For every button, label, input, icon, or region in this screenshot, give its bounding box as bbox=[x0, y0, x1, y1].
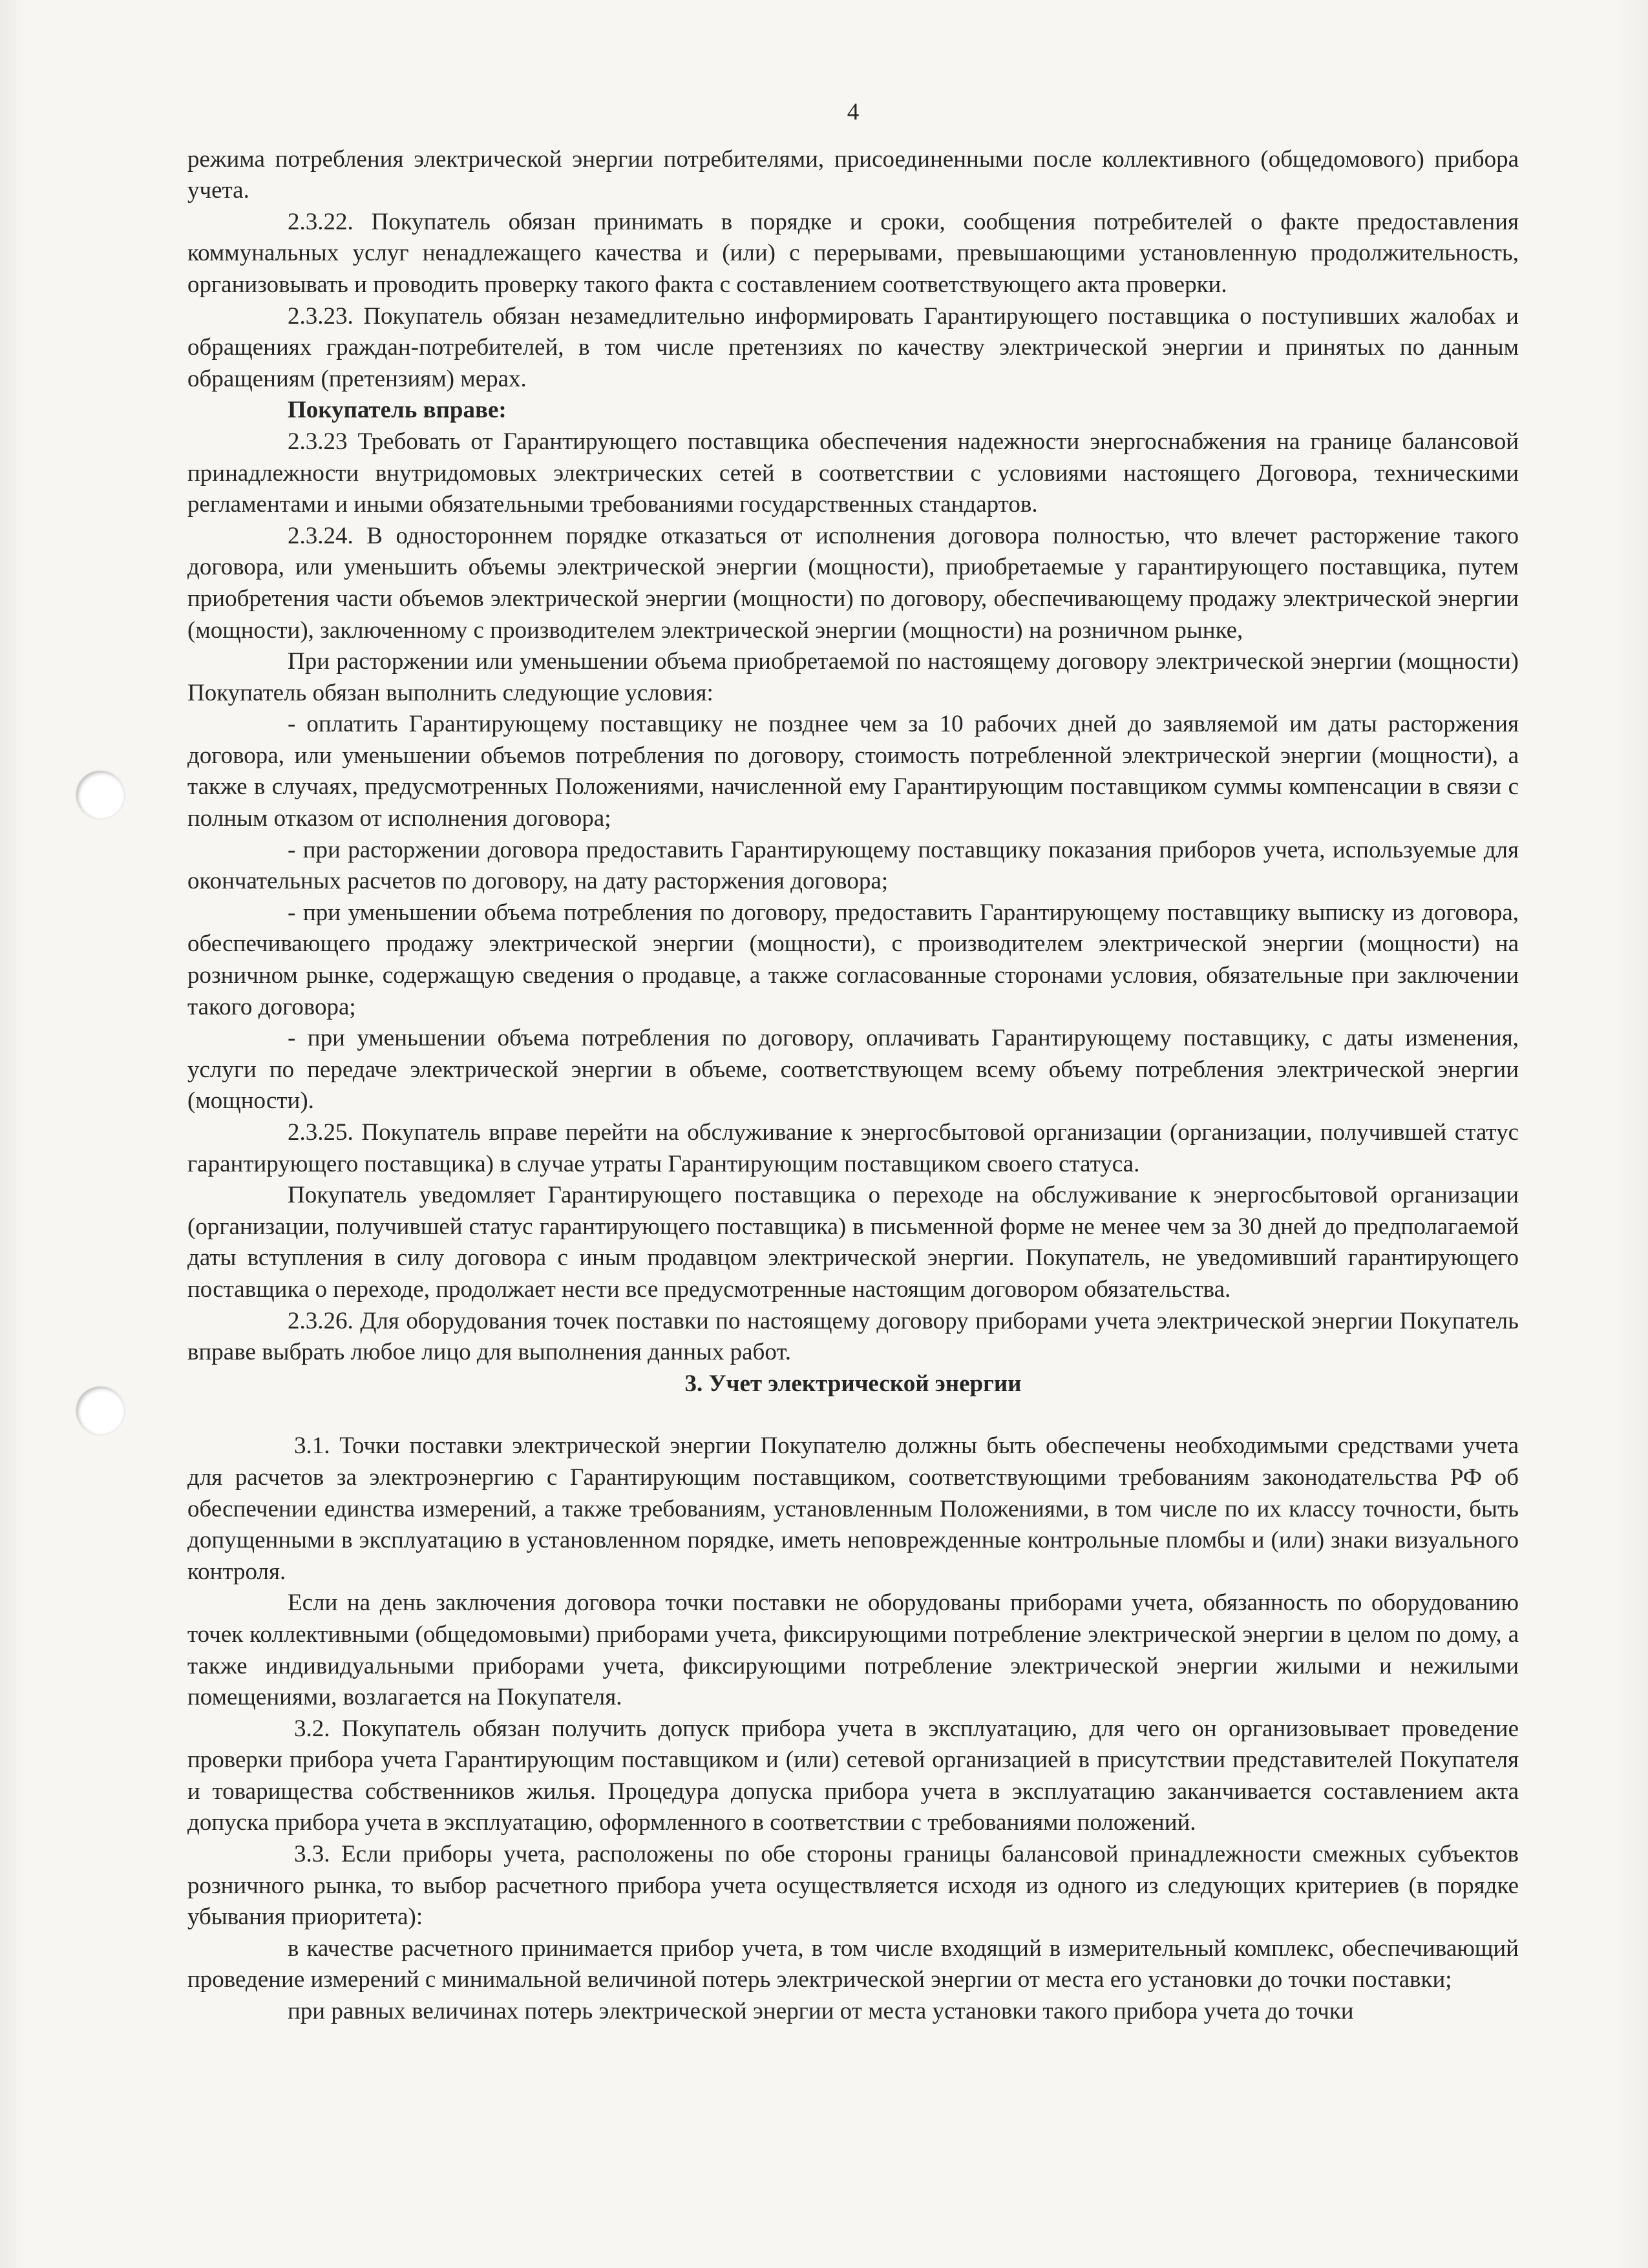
list-item: - при расторжении договора предоставить Гарантирующему поставщику показания приборов учета, используемые для окончательных расчетов по договору, на дату расторжения договора; bbox=[187, 836, 1519, 895]
section-label: Покупатель вправе: bbox=[288, 397, 507, 424]
paragraph: 3.1. Точки поставки электрической энергии Покупателю должны быть обеспечены необходимыми средствами учета для расчетов за электроэнергию с Гарантирующим поставщиком, соответствующими требованиям законодательства РФ об обеспечении единства измерений, а также требованиям, установленным Положениями, в том числе по их классу точности, быть допущенными в эксплуатацию в установленном порядке, иметь неповрежденные контрольные пломбы и (или) знаки визуального контроля. bbox=[187, 1433, 1519, 1585]
paragraph: при равных величинах потерь электрической энергии от места установки такого прибора учета до точки bbox=[288, 1998, 1354, 2025]
paragraph: При расторжении или уменьшении объема приобретаемой по настоящему договору электрической энергии (мощности) Покупатель обязан выполнить следующие условия: bbox=[187, 648, 1519, 706]
paragraph: 3.3. Если приборы учета, расположены по обе стороны границы балансовой принадлежности смежных субъектов розничного рынка, то выбор расчетного прибора учета осуществляется исходя из одного из следующих критериев (в порядке убывания приоритета): bbox=[187, 1841, 1519, 1931]
punch-hole-lower bbox=[76, 1387, 124, 1434]
paragraph: 3.2. Покупатель обязан получить допуск прибора учета в эксплуатацию, для чего он организовывает проведение проверки прибора учета Гарантирующим поставщиком и (или) сетевой организацией в присутствии представителей Покупателя и товарищества собственников жилья. Процедура допуска прибора учета в эксплуатацию заканчивается составлением акта допуска прибора учета в эксплуатацию, оформленного в соответствии с требованиями положений. bbox=[187, 1715, 1519, 1836]
spacer bbox=[187, 1400, 1519, 1431]
paragraph: режима потребления электрической энергии потребителями, присоединенными после коллективного (общедомового) прибора учета. bbox=[187, 145, 1519, 204]
punch-hole-upper bbox=[76, 771, 124, 819]
paragraph: 2.3.23. Покупатель обязан незамедлительно информировать Гарантирующего поставщика о поступивших жалобах и обращениях граждан-потребителей, в том числе претензиях по качеству электрической энергии и принятых по данным обращениям (претензиям) мерах. bbox=[187, 302, 1519, 392]
paragraph: в качестве расчетного принимается прибор учета, в том числе входящий в измерительный комплекс, обеспечивающий проведение измерений с минимальной величиной потерь электрической энергии от места его установки до точки поставки; bbox=[187, 1935, 1519, 1993]
section-heading: 3. Учет электрической энергии bbox=[684, 1370, 1022, 1397]
paragraph: 2.3.24. В одностороннем порядке отказаться от исполнения договора полностью, что влечет расторжение такого договора, или уменьшить объемы электрической энергии (мощности), приобретаемые у гарантирующего поставщика, путем приобретения части объемов электрической энергии (мощности) по договору, обеспечивающему продажу электрической энергии (мощности), заключенному с производителем электрической энергии (мощности) на розничном рынке, bbox=[187, 522, 1519, 644]
paragraph: 2.3.26. Для оборудования точек поставки по настоящему договору приборами учета электрической энергии Покупатель вправе выбрать любое лицо для выполнения данных работ. bbox=[187, 1307, 1519, 1366]
paragraph: 2.3.22. Покупатель обязан принимать в порядке и сроки, сообщения потребителей о факте предоставления коммунальных услуг ненадлежащего качества и (или) с перерывами, превышающими установленную продолжительность, организовывать и проводить проверку такого факта с составлением соответствующего акта проверки. bbox=[187, 208, 1519, 298]
paragraph: Если на день заключения договора точки поставки не оборудованы приборами учета, обязанность по оборудованию точек коллективными (общедомовыми) приборами учета, фиксирующими потребление электрической энергии в целом по дому, а также индивидуальными приборами учета, фиксирующими потребление электрической энергии жилыми и нежилыми помещениями, возлагается на Покупателя. bbox=[187, 1590, 1519, 1711]
page-number: 4 bbox=[847, 99, 860, 125]
paragraph: 2.3.23 Требовать от Гарантирующего поставщика обеспечения надежности энергоснабжения на границе балансовой принадлежности внутридомовых электрических сетей в соответствии с условиями настоящего Договора, техническими регламентами и иными обязательными требованиями государственных стандартов. bbox=[187, 428, 1519, 518]
list-item: - оплатить Гарантирующему поставщику не позднее чем за 10 рабочих дней до заявляемой им даты расторжения договора, или уменьшении объемов потребления по договору, стоимость потребленной электрической энергии (мощности), а также в случаях, предусмотренных Положениями, начисленной ему Гарантирующим поставщиком суммы компенсации в связи с полным отказом от исполнения договора; bbox=[187, 711, 1519, 832]
document-page bbox=[187, 97, 1519, 2028]
paragraph: Покупатель уведомляет Гарантирующего поставщика о переходе на обслуживание к энергосбытовой организации (организации, получившей статус гарантирующего поставщика) в письменной форме не менее чем за 30 дней до предполагаемой даты вступления в силу договора с иным продавцом электрической энергии. Покупатель, не уведомивший гарантирующего поставщика о переходе, продолжает нести все предусмотренные настоящим договором обязательства. bbox=[187, 1182, 1519, 1303]
paragraph: 2.3.25. Покупатель вправе перейти на обслуживание к энергосбытовой организации (организации, получившей статус гарантирующего поставщика) в случае утраты Гарантирующим поставщиком своего статуса. bbox=[187, 1119, 1519, 1177]
list-item: - при уменьшении объема потребления по договору, предоставить Гарантирующему поставщику выписку из договора, обеспечивающего продажу электрической энергии (мощности), с производителем электрической энергии (мощности) на розничном рынке, содержащую сведения о продавце, а также согласованные сторонами условия, обязательные при заключении такого договора; bbox=[187, 899, 1519, 1020]
list-item: - при уменьшении объема потребления по договору, оплачивать Гарантирующему поставщику, с даты изменения, услуги по передаче электрической энергии в объеме, соответствующем всему объему потребления электрической энергии (мощности). bbox=[187, 1025, 1519, 1115]
